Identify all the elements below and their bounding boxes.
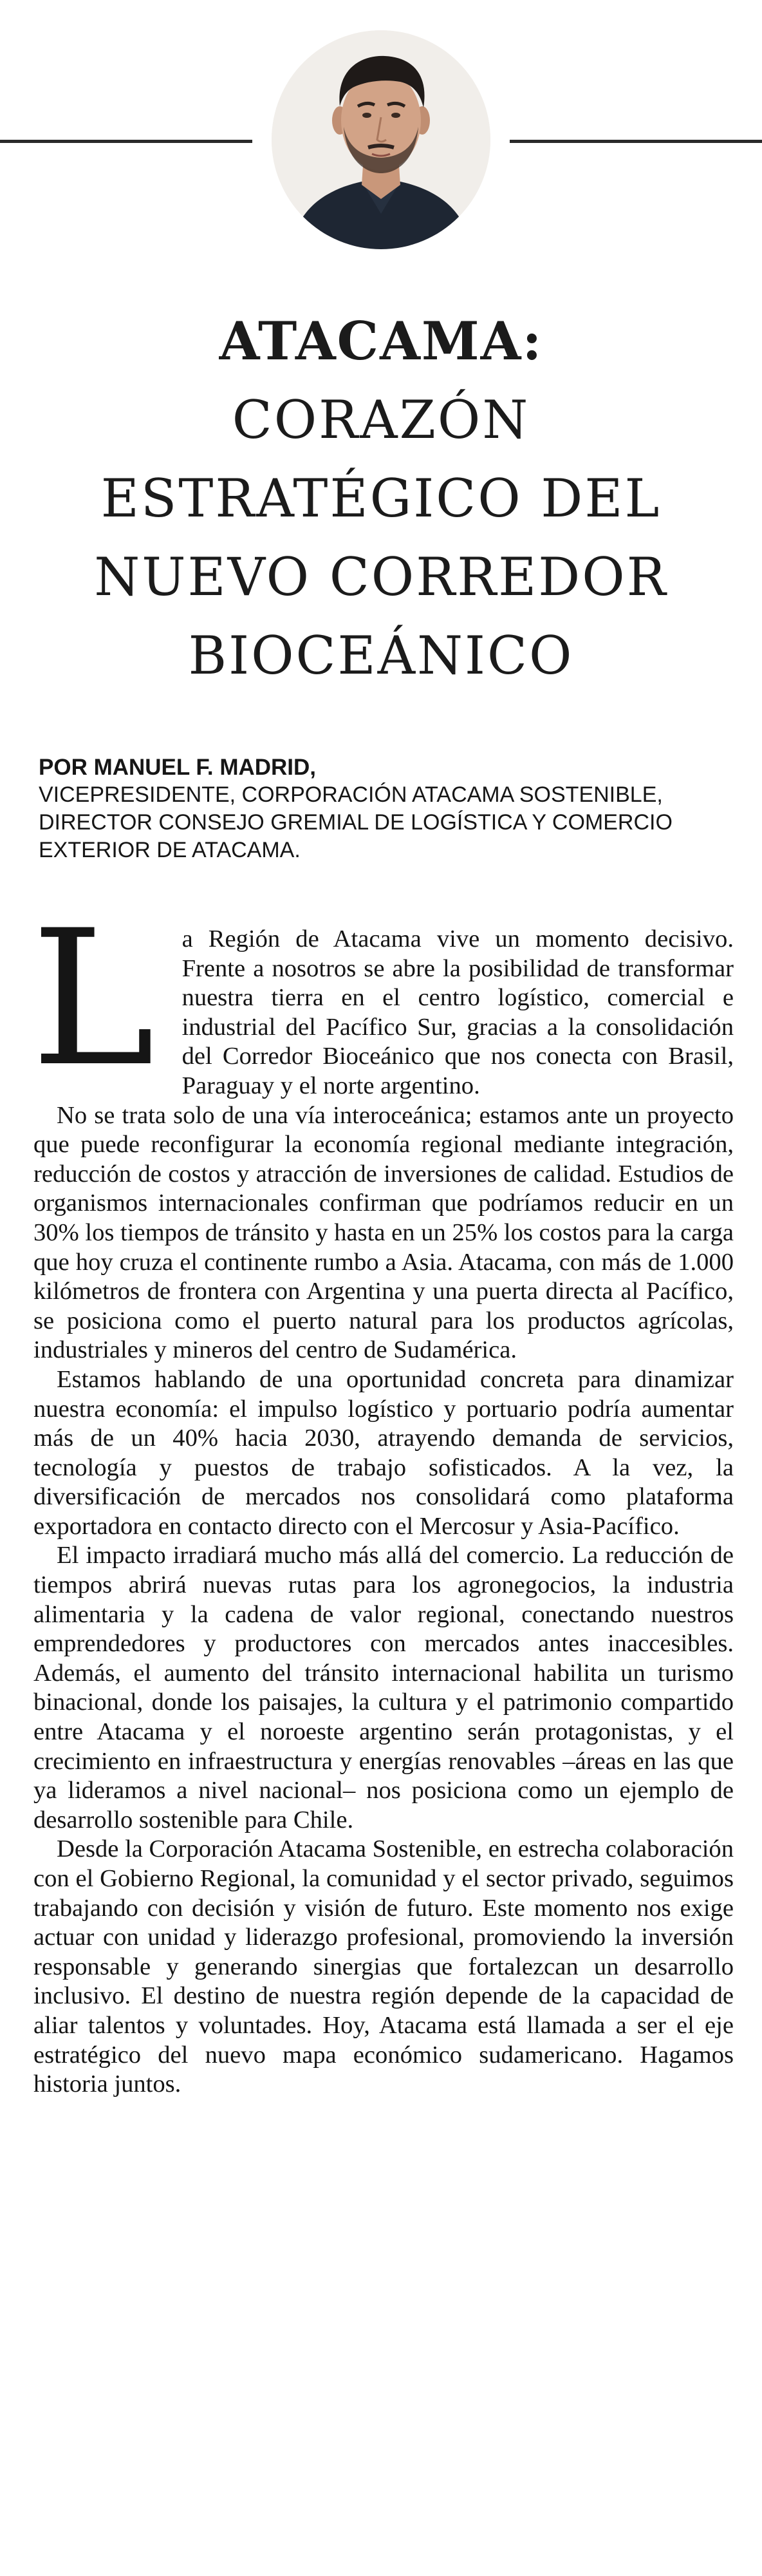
headline-line: BIOCEÁNICO (188, 626, 574, 687)
author-byline (39, 753, 734, 864)
headline-line: ESTRATÉGICO DEL (100, 469, 662, 529)
article-header (0, 0, 762, 258)
headline-line: NUEVO CORREDOR (94, 547, 668, 608)
article-paragraph: Desde la Corporación Atacama Sostenible, en estrecha colaboración con el Gobierno Regional, la comunidad y el sector privado, seguimos trabajando con decisión y visión de futuro. Este momento nos exige actuar con unidad y liderazgo profesional, promoviendo la inversión responsable y generando sinergias que fortalezcan un desarrollo inclusivo. El destino de nuestra región depende de la capacidad de aliar talentos y voluntades. Hoy, Atacama está llamada a ser el eje estratégico del nuevo mapa económico sudamericano. Hagamos historia juntos. (33, 1835, 734, 2098)
headline-line: CORAZÓN (232, 390, 530, 451)
article-headline (26, 303, 736, 696)
author-avatar (272, 30, 490, 249)
header-rule-left (0, 140, 252, 143)
author-portrait-icon (272, 30, 490, 249)
article-paragraph (31, 891, 734, 1108)
paragraph-text: a Región de Atacama vive un momento decisivo. Frente a nosotros se abre la posibilidad de transformar nuestra tierra en el centro logístico, comercial e industrial del Pacífico Sur, gracias a la consolidación del Corredor Bioceánico que nos conecta con Brasil, Paraguay y el norte argentino. (181, 925, 734, 1099)
author-name: POR MANUEL F. MADRID, (39, 755, 317, 780)
article-body (31, 891, 734, 2099)
author-role: VICEPRESIDENTE, CORPORACIÓN ATACAMA SOSTENIBLE, DIRECTOR CONSEJO GREMIAL DE LOGÍSTICA Y COMERCIO EXTERIOR DE ATACAMA. (39, 782, 673, 862)
article-paragraph: No se trata solo de una vía interoceánica; estamos ante un proyecto que puede reconfigurar la economía regional mediante integración, reducción de costos y atracción de inversiones de calidad. Estudios de organismos internacionales confirman que podríamos reducir en un 30% los tiempos de tránsito y hasta en un 25% los costos para la carga que hoy cruza el continente rumbo a Asia. Atacama, con más de 1.000 kilómetros de frontera con Argentina y una puerta directa al Pacífico, se posiciona como el puerto natural para los productos agrícolas, industriales y mineros del centro de Sudamérica. (33, 1101, 734, 1364)
header-rule-right (510, 140, 762, 143)
headline-line: ATACAMA: (219, 311, 543, 372)
article-paragraph: Estamos hablando de una oportunidad concreta para dinamizar nuestra economía: el impulso logístico y portuario podría aumentar más de un 40% hacia 2030, atrayendo demanda de servicios, tecnología y puestos de trabajo sofisticados. A la vez, la diversificación de mercados nos consolidará como plataforma exportadora en contacto directo con el Mercosur y Asia-Pacífico. (33, 1365, 734, 1540)
drop-cap: L (31, 891, 155, 1108)
article-paragraph: El impacto irradiará mucho más allá del comercio. La reducción de tiempos abrirá nuevas rutas para los agronegocios, la industria alimentaria y la cadena de valor regional, conectando nuestros emprendedores y productores con mercados antes inaccesibles. Además, el aumento del tránsito internacional habilita un turismo binacional, donde los paisajes, la cultura y el patrimonio compartido entre Atacama y el noroeste argentino serán protagonistas, y el crecimiento en infraestructura y energías renovables –áreas en las que ya lideramos a nivel nacional– nos posiciona como un ejemplo de desarrollo sostenible para Chile. (33, 1542, 734, 1833)
